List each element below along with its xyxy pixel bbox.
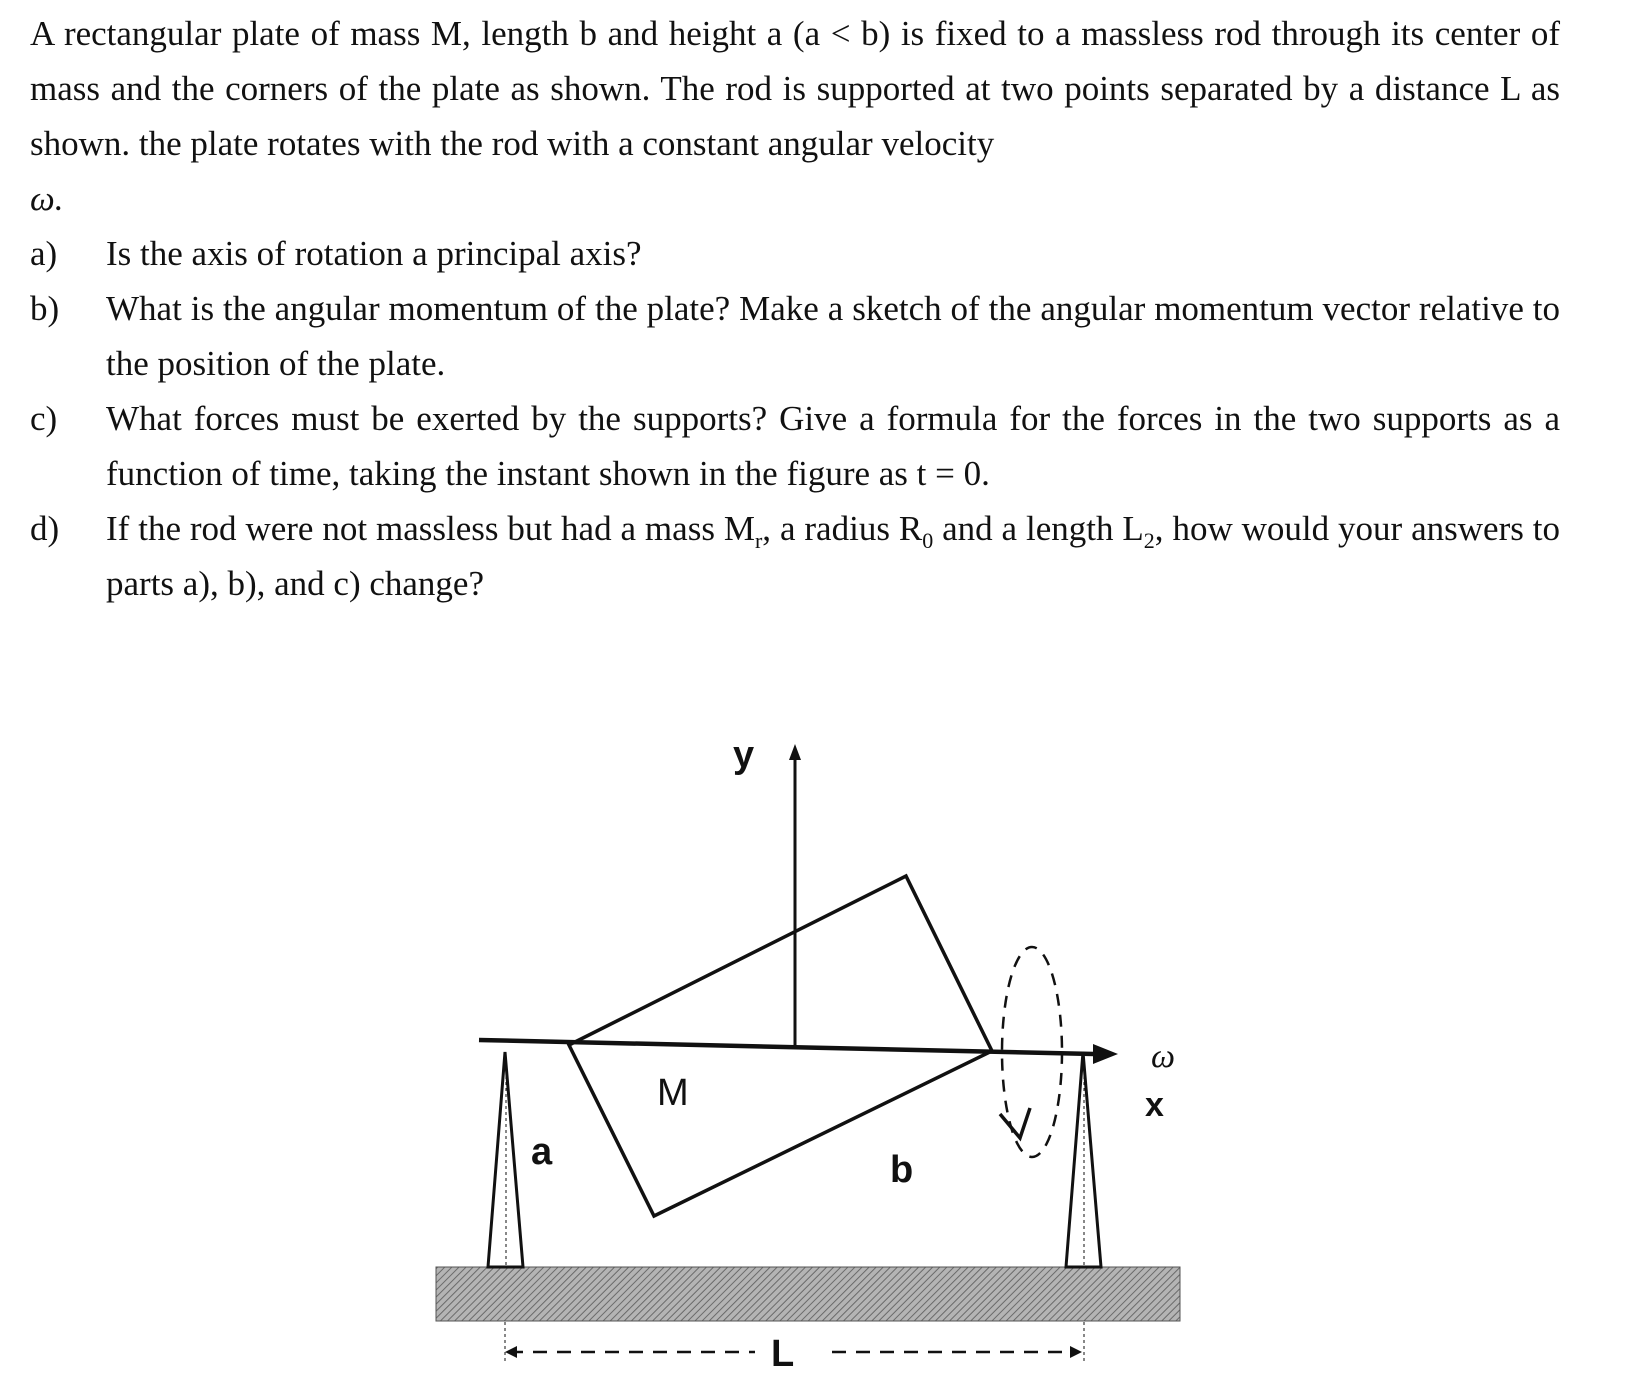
mass-label: M (657, 1072, 689, 1114)
question-label: a) (30, 234, 58, 273)
question-label: c) (30, 399, 58, 438)
omega-line: ω. (30, 179, 64, 218)
question-label: b) (30, 289, 60, 328)
distance-label: L (771, 1333, 795, 1375)
y-axis-label: y (733, 734, 755, 776)
question-label: d) (30, 509, 60, 548)
distance-dimension (505, 1322, 1084, 1362)
right-support (1066, 1052, 1101, 1267)
ground-base (436, 1267, 1180, 1321)
question-text: What is the angular momentum of the plate? Make a sketch of the angular momentum vector relative to the position of the plate. (106, 289, 1560, 383)
length-label: b (890, 1149, 914, 1191)
left-support (488, 1052, 523, 1267)
x-axis-label: x (1145, 1086, 1164, 1124)
y-axis-arrow (789, 744, 801, 1049)
height-label: a (531, 1131, 553, 1173)
question-text: Is the axis of rotation a principal axis? (106, 234, 642, 273)
question-text: What forces must be exerted by the supports? Give a formula for the forces in the two supports as a function of time, taking the instant shown in the figure as t = 0. (106, 399, 1560, 493)
problem-intro: A rectangular plate of mass M, length b and height a (a < b) is fixed to a massless rod through its center of mass and the corners of the plate as shown. The rod is supported at two points separated by a distance L as shown. the plate rotates with the rod with a constant angular velocity (30, 14, 1560, 163)
omega-label: ω (1151, 1038, 1176, 1075)
question-text: If the rod were not massless but had a mass $M_r$, a radius $R_0$ and a length $L_2$, how would your answers to parts a), b), and c) change? (106, 509, 1560, 603)
